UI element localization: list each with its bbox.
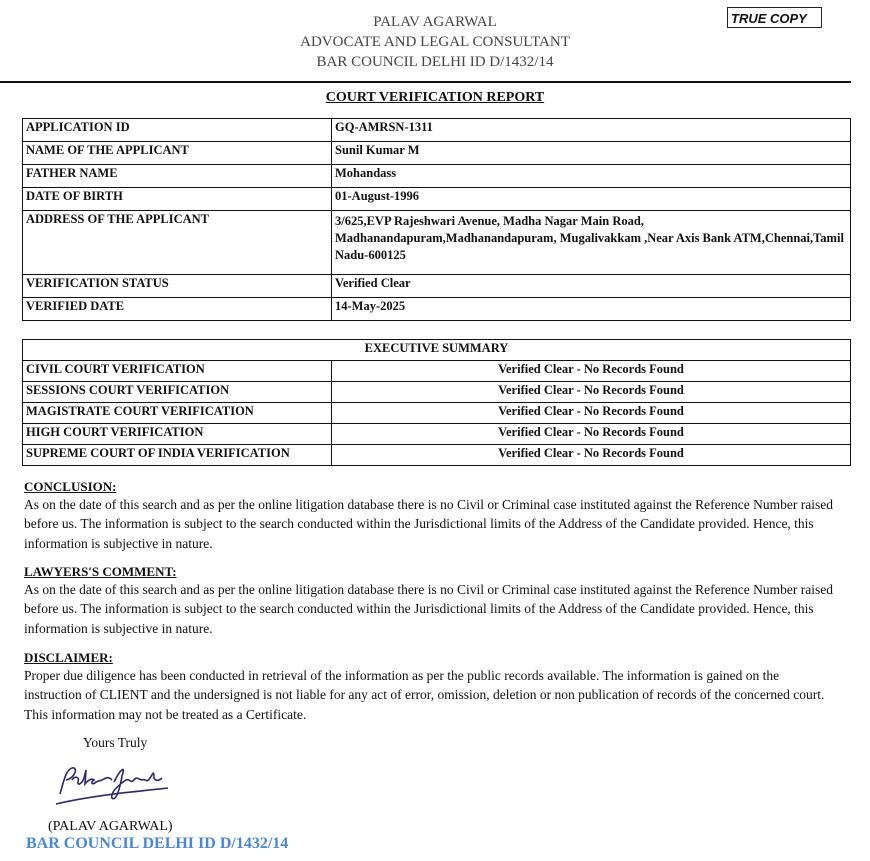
label: FATHER NAME (23, 165, 332, 188)
label: MAGISTRATE COURT VERIFICATION (23, 403, 332, 424)
table-row (23, 298, 851, 321)
advocate-name: PALAV AGARWAL (373, 14, 497, 30)
value: 01-August-1996 (332, 188, 851, 211)
designation: ADVOCATE AND LEGAL CONSULTANT (300, 34, 570, 50)
section-text: As on the date of this search and as per the online litigation database there is no Civil or Criminal case instituted against the Reference Number raised before us. The information is subject to the search conducted within the Jurisdictional limits of the Address of the Candidate provided. Hence, this information is subjective in nature. (24, 497, 834, 551)
value: Mohandass (332, 165, 851, 188)
value: 3/625,EVP Rajeshwari Avenue, Madha Nagar Main Road, Madhanandapuram,Madhanandapuram, Mugalivakkam ,Near Axis Bank ATM,Chennai,Tamil Nadu-600125 (332, 211, 851, 275)
section-heading: DISCLAIMER: (24, 650, 113, 665)
table-row (23, 142, 851, 165)
value: GQ-AMRSN-1311 (332, 119, 851, 142)
table-row (23, 445, 851, 466)
table-row (23, 211, 851, 275)
value: 14-May-2025 (332, 298, 851, 321)
lawyers-comment-section (24, 563, 834, 638)
label: CIVIL COURT VERIFICATION (23, 361, 332, 382)
page-title: COURT VERIFICATION REPORT (325, 90, 545, 105)
label: NAME OF THE APPLICANT (23, 142, 332, 165)
true-copy-stamp: TRUE COPY (727, 7, 822, 28)
executive-summary-table (22, 339, 851, 466)
value: Verified Clear - No Records Found (332, 403, 851, 424)
label: APPLICATION ID (23, 119, 332, 142)
label: DATE OF BIRTH (23, 188, 332, 211)
closing: Yours Truly (83, 735, 148, 750)
applicant-details-table (22, 118, 851, 321)
table-row (23, 424, 851, 445)
label: VERIFICATION STATUS (23, 275, 332, 298)
conclusion-section (24, 478, 834, 553)
label: VERIFIED DATE (23, 298, 332, 321)
bar-id: BAR COUNCIL DELHI ID D/1432/14 (316, 54, 554, 70)
table-row (23, 382, 851, 403)
section-text: Proper due diligence has been conducted in retrieval of the information as per the public records available. The information is gained on the instruction of CLIENT and the undersigned is not liable for any act of error, omission, deletion or non publication of records of the concerned court. This information may not be treated as a Certificate. (24, 668, 825, 722)
signatory-name: (PALAV AGARWAL) (48, 819, 173, 834)
table-row (23, 188, 851, 211)
label: SUPREME COURT OF INDIA VERIFICATION (23, 445, 332, 466)
table-header (23, 340, 851, 361)
table-row (23, 119, 851, 142)
value: Verified Clear - No Records Found (332, 424, 851, 445)
label: SESSIONS COURT VERIFICATION (23, 382, 332, 403)
disclaimer-section (24, 649, 834, 724)
section-heading: CONCLUSION: (24, 479, 117, 494)
table-row (23, 361, 851, 382)
label: HIGH COURT VERIFICATION (23, 424, 332, 445)
value: Verified Clear (332, 275, 851, 298)
value: Verified Clear - No Records Found (332, 445, 851, 466)
table-row (23, 275, 851, 298)
value: Sunil Kumar M (332, 142, 851, 165)
table-row (23, 403, 851, 424)
header-divider (0, 81, 851, 83)
summary-title: EXECUTIVE SUMMARY (23, 340, 851, 361)
label: ADDRESS OF THE APPLICANT (23, 211, 332, 275)
section-heading: LAWYERS'S COMMENT: (24, 564, 177, 579)
signature-image (50, 758, 175, 810)
table-row (23, 165, 851, 188)
section-text: As on the date of this search and as per the online litigation database there is no Civil or Criminal case instituted against the Reference Number raised before us. The information is subject to the search conducted within the Jurisdictional limits of the Address of the Candidate provided. Hence, this information is subjective in nature. (24, 582, 834, 636)
value: Verified Clear - No Records Found (332, 361, 851, 382)
signatory-bar-id: BAR COUNCIL DELHI ID D/1432/14 (26, 835, 289, 852)
value: Verified Clear - No Records Found (332, 382, 851, 403)
